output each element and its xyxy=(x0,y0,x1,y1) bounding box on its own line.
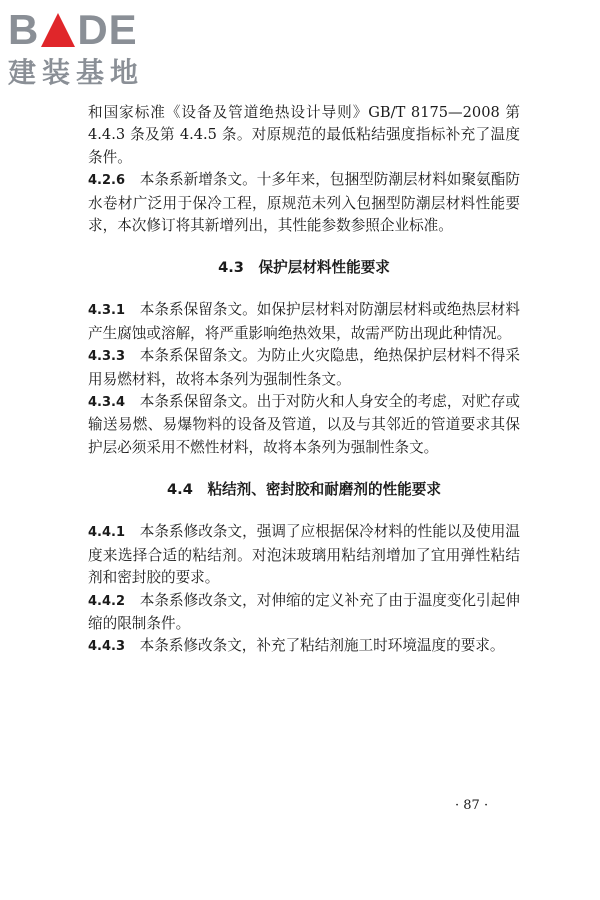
clause-text: 本条系保留条文。为防止火灾隐患，绝热保护层材料不得采用易燃材料，故将本条列为强制性条文。 xyxy=(88,347,520,388)
clause-text: 本条系保留条文。出于对防火和人身安全的考虑，对贮存或输送易燃、易爆物料的设备及管道，以及与其邻近的管道要求其保护层必须采用不燃性材料，故将本条列为强制性条文。 xyxy=(88,393,520,456)
clause-4-2-6 xyxy=(88,169,520,237)
clause-number: 4.4.1 xyxy=(88,525,126,541)
logo-wordmark xyxy=(8,6,178,54)
clause-4-3-1 xyxy=(88,299,520,345)
clause-number: 4.4.3 xyxy=(88,639,126,655)
clause-text: 本条系修改条文，强调了应根据保冷材料的性能以及使用温度来选择合适的粘结剂。对泡沫玻璃用粘结剂增加了宜用弹性粘结剂和密封胶的要求。 xyxy=(88,523,520,587)
clause-number: 4.3.4 xyxy=(88,395,126,411)
clause-4-4-3 xyxy=(88,635,520,658)
page-number: · 87 · xyxy=(455,798,489,813)
clause-4-3-3 xyxy=(88,345,520,391)
logo-a-triangle-icon xyxy=(41,13,75,47)
clause-4-4-2 xyxy=(88,590,520,636)
clause-text: 本条系修改条文，对伸缩的定义补充了由于温度变化引起伸缩的限制条件。 xyxy=(88,591,520,632)
clause-number: 4.2.6 xyxy=(88,173,126,189)
document-body xyxy=(88,102,520,659)
logo-letters-de: DE xyxy=(77,6,138,53)
logo-letter-b: B xyxy=(8,6,40,53)
clause-number: 4.3.3 xyxy=(88,349,126,365)
clause-4-3-4 xyxy=(88,391,520,459)
clause-text: 本条系修改条文，补充了粘结剂施工时环境温度的要求。 xyxy=(139,637,505,655)
clause-text: 本条系保留条文。如保护层材料对防潮层材料或绝热层材料产生腐蚀或溶解，将严重影响绝热效果，故需严防出现此种情况。 xyxy=(88,301,520,342)
section-heading-4-4: 4.4 粘结剂、密封胶和耐磨剂的性能要求 xyxy=(167,481,441,499)
clause-4-4-1 xyxy=(88,521,520,589)
clause-number: 4.3.1 xyxy=(88,303,126,319)
intro-paragraph: 和国家标准《设备及管道绝热设计导则》GB/T 8175—2008 第 4.4.3 条及第 4.4.5 条。对原规范的最低粘结强度指标补充了温度条件。 xyxy=(88,104,520,166)
logo-subtitle: 建装基地 xyxy=(8,56,145,89)
clause-number: 4.4.2 xyxy=(88,593,126,609)
clause-text: 本条系新增条文。十多年来，包捆型防潮层材料如聚氨酯防水卷材广泛用于保冷工程，原规范未列入包捆型防潮层材料性能要求，本次修订将其新增列出，其性能参数参照企业标准。 xyxy=(88,171,520,235)
section-heading-4-3: 4.3 保护层材料性能要求 xyxy=(218,259,390,277)
bade-logo xyxy=(8,6,178,90)
